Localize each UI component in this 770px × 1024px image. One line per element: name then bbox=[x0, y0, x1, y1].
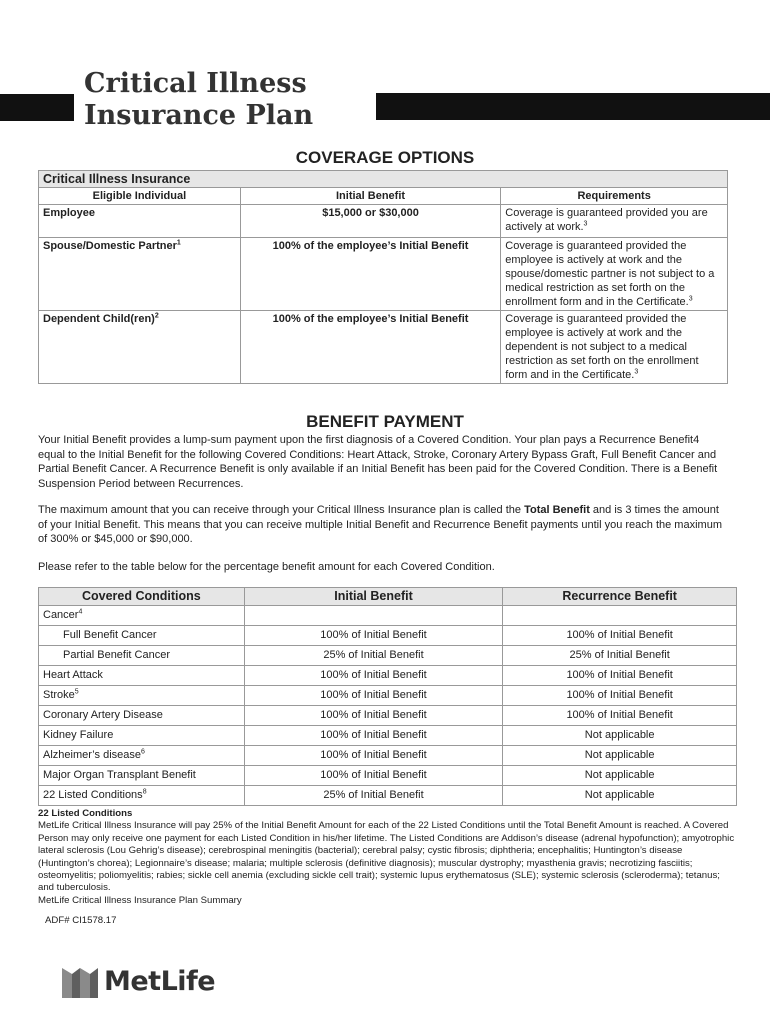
recurrence-benefit-value: 100% of Initial Benefit bbox=[566, 689, 673, 701]
condition-name: Partial Benefit Cancer bbox=[63, 649, 170, 661]
initial-benefit-value: 25% of Initial Benefit bbox=[323, 789, 424, 801]
metlife-logo-icon bbox=[62, 964, 98, 998]
footnote-ref: 8 bbox=[142, 788, 147, 796]
initial-benefit-value: 100% of Initial Benefit bbox=[320, 629, 427, 641]
footnote-ref: 6 bbox=[141, 748, 145, 756]
header-bar-left bbox=[0, 94, 74, 121]
initial-benefit-value: 25% of Initial Benefit bbox=[323, 649, 424, 661]
condition-name: Kidney Failure bbox=[43, 729, 114, 741]
col-initial-benefit: Initial Benefit bbox=[244, 588, 503, 606]
conditions-body bbox=[39, 606, 737, 806]
footnote-ref: 5 bbox=[74, 688, 79, 696]
total-benefit-term: Total Benefit bbox=[524, 504, 590, 516]
notes-body: MetLife Critical Illness Insurance will pay 25% of the Initial Benefit Amount for each of the 22 Listed Conditions until the Total Benefit Amount is reached. A Covered Person may only receive one payment for each Listed Condition in his/her lifetime. The Listed Conditions are Addison’s disease (adrenal hypofunction); amyotrophic lateral sclerosis (Lou Gehrig’s disease); cerebrospinal meningitis (bacterial); cerebral palsy; cystic fibrosis; diphtheria; encephalitis; Huntington’s disease (Huntington’s chorea); Legionnaire’s disease; malaria; multiple sclerosis (definitive diagnosis); muscular dystrophy; myasthenia gravis; necrotizing fasciitis; osteomyelitis; poliomyelitis; rabies; sickle cell anemia (excluding sickle cell trait); systemic lupus erythematosus (SLE); systemic sclerosis (scleroderma); tetanus; and tuberculosis. bbox=[38, 820, 735, 894]
condition-row bbox=[39, 706, 737, 726]
condition-name: Alzheimer’s disease bbox=[43, 749, 142, 761]
footnote-ref: 3 bbox=[583, 220, 588, 228]
condition-row bbox=[39, 626, 737, 646]
eligible-individual: Spouse/Domestic Partner bbox=[43, 240, 177, 252]
col-covered-conditions: Covered Conditions bbox=[39, 588, 245, 606]
footnote-ref: 4 bbox=[78, 608, 83, 616]
col-initial-benefit: Initial Benefit bbox=[240, 188, 501, 205]
condition-name: 22 Listed Conditions bbox=[43, 789, 143, 801]
condition-row bbox=[39, 686, 737, 706]
eligible-individual: Employee bbox=[43, 207, 95, 219]
col-requirements: Requirements bbox=[501, 188, 728, 205]
initial-benefit-value: $15,000 or $30,000 bbox=[322, 207, 419, 219]
initial-benefit-value: 100% of Initial Benefit bbox=[320, 749, 427, 761]
page-title bbox=[84, 68, 313, 132]
condition-row bbox=[39, 666, 737, 686]
condition-row bbox=[39, 606, 737, 626]
condition-row bbox=[39, 786, 737, 806]
benefit-payment-heading: BENEFIT PAYMENT bbox=[306, 412, 464, 431]
listed-conditions-notes bbox=[38, 808, 738, 907]
title-line-1: Critical Illness bbox=[84, 68, 307, 99]
recurrence-benefit-value: Not applicable bbox=[584, 789, 655, 801]
recurrence-benefit-value: 100% of Initial Benefit bbox=[566, 629, 673, 641]
recurrence-benefit-value: 25% of Initial Benefit bbox=[569, 649, 670, 661]
condition-row bbox=[39, 766, 737, 786]
covered-conditions-table bbox=[38, 587, 737, 806]
initial-benefit-value: 100% of Initial Benefit bbox=[320, 689, 427, 701]
requirement-text: Coverage is guaranteed provided you are actively at work. bbox=[505, 207, 708, 233]
benefit-paragraph-1: Your Initial Benefit provides a lump-sum payment upon the first diagnosis of a Covered Condition. Your plan pays a Recurrence Benefit4 equal to the Initial Benefit for the following Covered Conditions: Heart Attack, Stroke, Coronary Artery Bypass Graft, Full Benefit Cancer and Partial Benefit Cancer. A Recurrence Benefit is only available if an Initial Benefit has been paid for the Covered Condition. There is a Benefit Suspension Period between Recurrences. bbox=[38, 434, 718, 490]
requirement-text: Coverage is guaranteed provided the employee is actively at work and the spouse/domestic partner is not subject to a medical restriction as set forth on the enrollment form and in the Certificate. bbox=[505, 240, 715, 308]
condition-row bbox=[39, 646, 737, 666]
initial-benefit-value: 100% of Initial Benefit bbox=[320, 709, 427, 721]
paragraph-text: The maximum amount that you can receive through your Critical Illness Insurance plan is called the bbox=[38, 504, 525, 516]
eligible-individual: Dependent Child(ren) bbox=[43, 313, 155, 325]
condition-name: Coronary Artery Disease bbox=[43, 709, 163, 721]
initial-benefit-value: 100% of the employee’s Initial Benefit bbox=[272, 240, 469, 252]
recurrence-benefit-value: Not applicable bbox=[584, 749, 655, 761]
condition-name: Major Organ Transplant Benefit bbox=[43, 769, 196, 781]
condition-row bbox=[39, 726, 737, 746]
coverage-row bbox=[39, 311, 728, 384]
col-eligible: Eligible Individual bbox=[39, 188, 241, 205]
footnote-ref: 3 bbox=[688, 295, 693, 303]
title-line-2: Insurance Plan bbox=[84, 100, 314, 131]
condition-name: Heart Attack bbox=[43, 669, 103, 681]
plan-summary-label: MetLife Critical Illness Insurance Plan Summary bbox=[38, 894, 242, 906]
metlife-logo bbox=[62, 964, 215, 998]
recurrence-benefit-value: 100% of Initial Benefit bbox=[566, 709, 673, 721]
col-recurrence-benefit: Recurrence Benefit bbox=[503, 588, 737, 606]
coverage-row bbox=[39, 205, 728, 238]
recurrence-benefit-value: 100% of Initial Benefit bbox=[566, 669, 673, 681]
recurrence-benefit-value: Not applicable bbox=[584, 729, 655, 741]
condition-name: Full Benefit Cancer bbox=[63, 629, 157, 641]
requirement-text: Coverage is guaranteed provided the employee is actively at work and the dependent is not subject to a medical restriction as set forth on the enrollment form and in the Certificate. bbox=[505, 313, 699, 381]
coverage-row bbox=[39, 238, 728, 311]
footnote-ref: 2 bbox=[154, 312, 159, 320]
benefit-paragraph-2 bbox=[38, 503, 728, 547]
benefit-paragraph-3: Please refer to the table below for the percentage benefit amount for each Covered Condition. bbox=[38, 561, 495, 573]
adf-code: ADF# CI1578.17 bbox=[45, 915, 117, 926]
coverage-options-heading: COVERAGE OPTIONS bbox=[295, 148, 475, 167]
condition-row bbox=[39, 746, 737, 766]
header-bar-right bbox=[376, 93, 770, 120]
footnote-ref: 1 bbox=[176, 239, 181, 247]
recurrence-benefit-value: Not applicable bbox=[584, 769, 655, 781]
metlife-wordmark: MetLife bbox=[104, 965, 216, 997]
coverage-band: Critical Illness Insurance bbox=[39, 171, 728, 188]
paragraph-text: and is 3 times the amount of your Initial Benefit. This means that you can receive multiple Initial Benefit and Recurrence Benefit payments until you reach the maximum of 300% or $45,000 or $90,000. bbox=[38, 504, 722, 545]
coverage-table bbox=[38, 170, 728, 384]
notes-heading: 22 Listed Conditions bbox=[38, 808, 133, 819]
initial-benefit-value: 100% of the employee’s Initial Benefit bbox=[272, 313, 469, 325]
initial-benefit-value: 100% of Initial Benefit bbox=[320, 769, 427, 781]
footnote-ref: 3 bbox=[634, 368, 639, 376]
initial-benefit-value: 100% of Initial Benefit bbox=[320, 729, 427, 741]
condition-name: Cancer bbox=[43, 609, 79, 621]
initial-benefit-value: 100% of Initial Benefit bbox=[320, 669, 427, 681]
condition-name: Stroke bbox=[43, 689, 75, 701]
